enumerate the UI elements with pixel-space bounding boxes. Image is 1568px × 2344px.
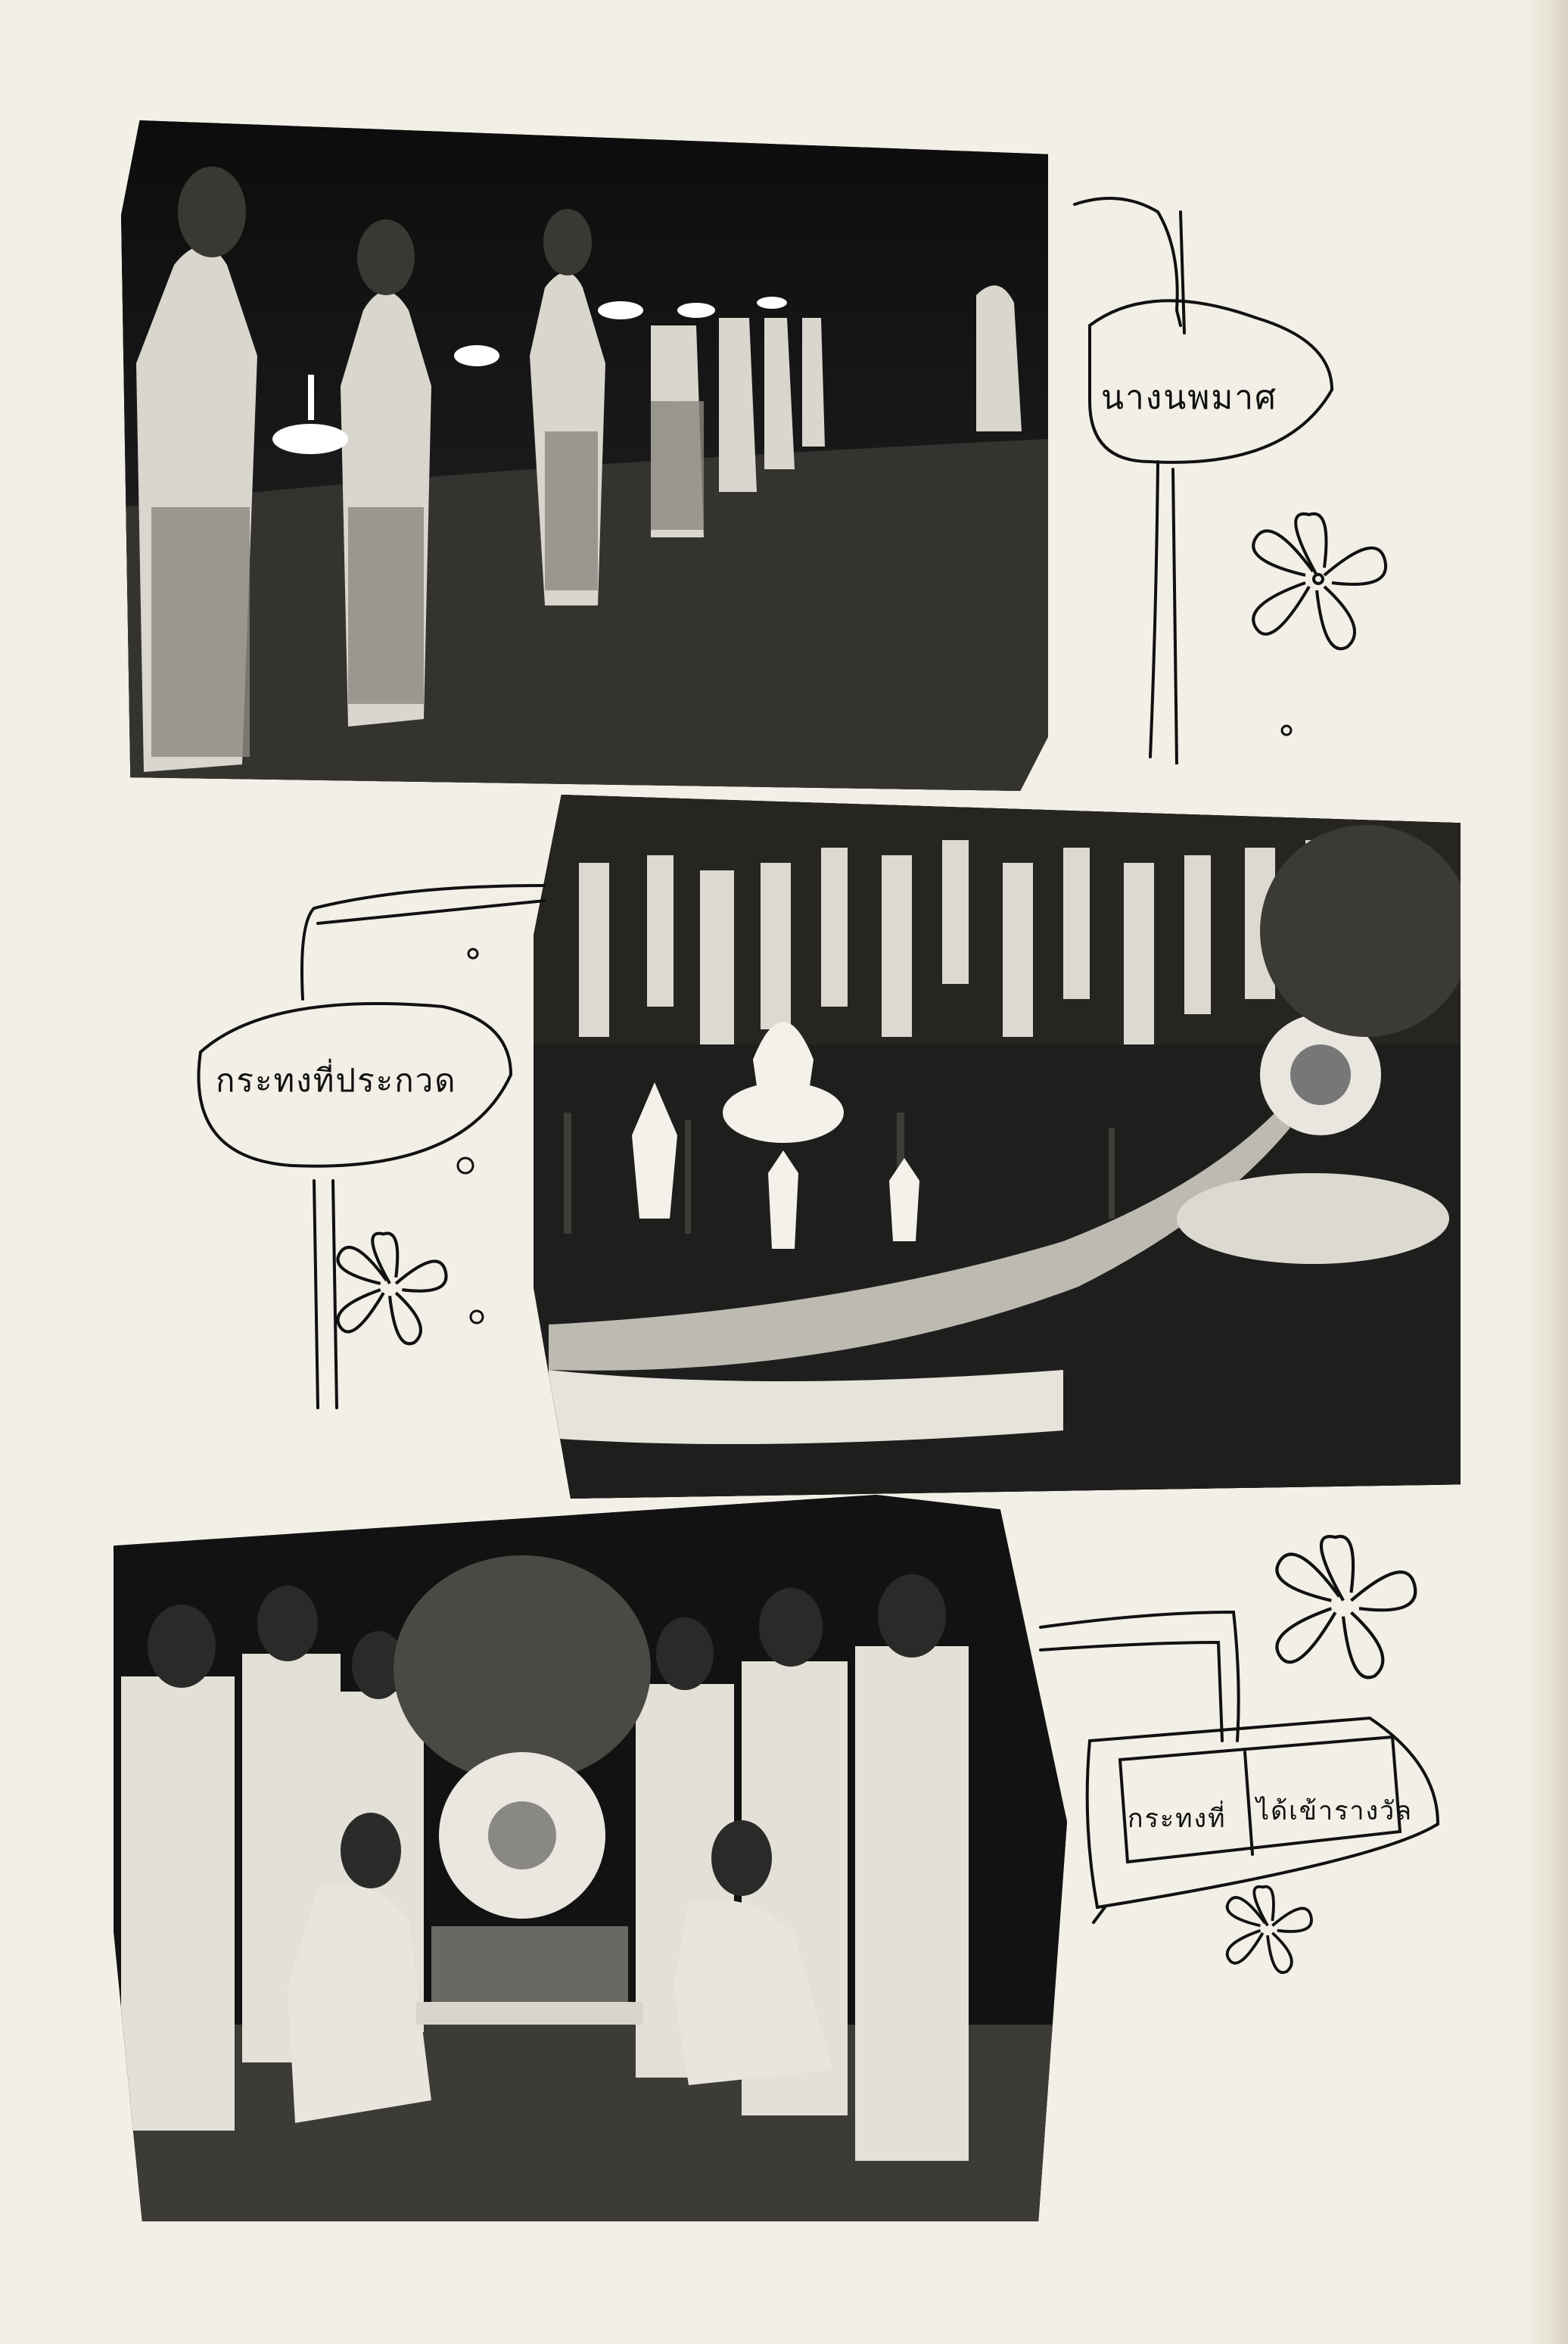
circle-doodle-icon: [1279, 723, 1294, 738]
flower-doodle-icon: [1234, 500, 1400, 658]
doodle-frame-1: [1059, 189, 1362, 764]
caption-photo3-part2: ได้เข้ารางวัล: [1256, 1796, 1414, 1826]
photo-women-with-krathongs: [121, 114, 1048, 791]
page-edge: [1523, 0, 1568, 2344]
caption-photo1: นางนพมาศ: [1101, 378, 1277, 417]
flower-doodle-icon: [322, 1219, 458, 1355]
photo-award-winning-krathong: [114, 1495, 1067, 2221]
caption-photo3-part1: กระทงที่: [1128, 1804, 1227, 1834]
flower-doodle-icon: [1215, 1877, 1321, 1979]
flower-doodle-icon: [1256, 1521, 1430, 1688]
circle-doodle-icon: [468, 949, 478, 958]
caption-photo2: กระทงที่ประกวด: [216, 1062, 457, 1099]
photo-krathong-contest-boats: [534, 795, 1461, 1499]
